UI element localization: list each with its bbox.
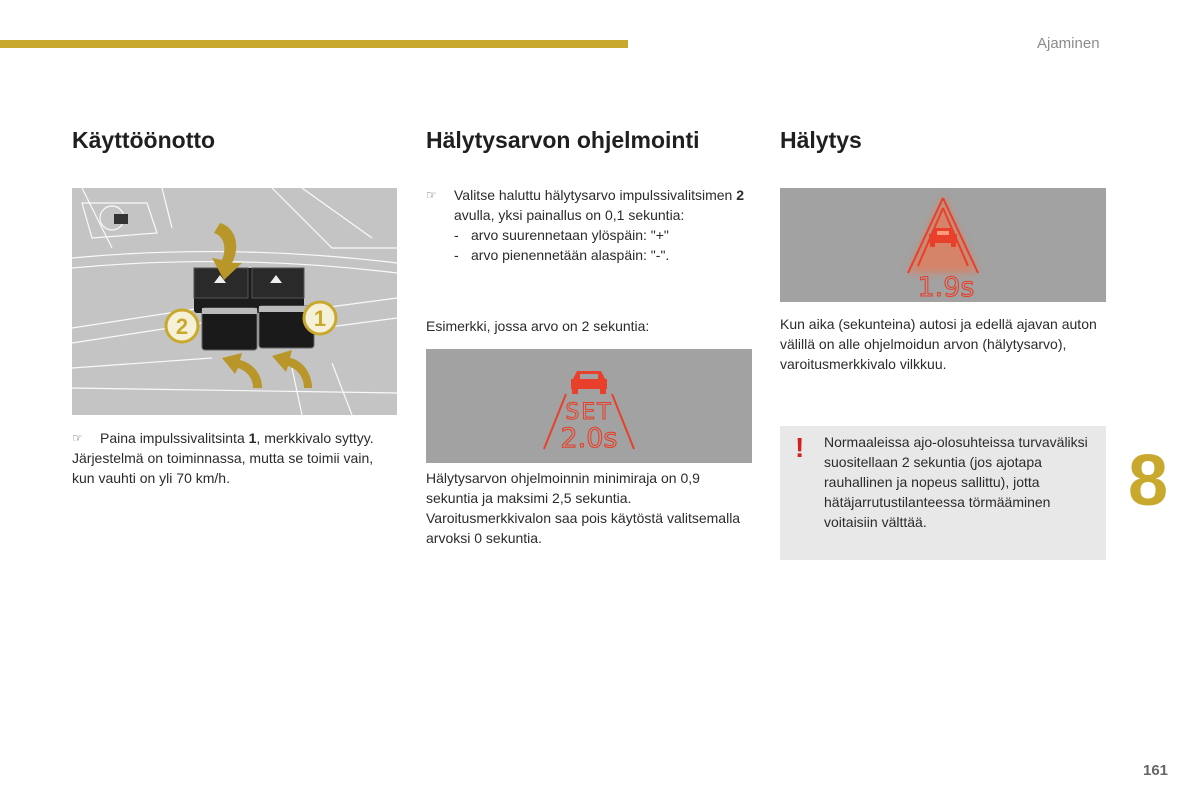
- col1-bullet: ☞ Paina impulssivalitsinta 1, merkkivalo syttyy.: [72, 430, 374, 446]
- section-label: Ajaminen: [1037, 35, 1100, 52]
- col1-text: [72, 428, 392, 488]
- alert-display-panel: [780, 188, 1106, 302]
- warning-box: [780, 426, 1106, 560]
- col1-paragraph: Järjestelmä on toiminnassa, mutta se toimii vain, kun vauhti on yli 70 km/h.: [72, 450, 374, 486]
- heading-alert: Hälytys: [780, 127, 862, 153]
- set-display-panel: [426, 349, 752, 463]
- example-caption: Esimerkki, jossa arvo on 2 sekuntia:: [426, 318, 650, 334]
- set-label: SET: [565, 400, 613, 425]
- chapter-number: 8: [1128, 441, 1169, 521]
- col2-bullet: ☞ Valitse haluttu hälytysarvo impulssivalitsimen 2 avulla, yksi painallus on 0,1 sekuntia:: [426, 187, 744, 223]
- page-number: 161: [1143, 762, 1169, 779]
- warning-text: Normaaleissa ajo-olosuhteissa turvaväliksi suositellaan 2 sekuntia (jos ajotapa rauhallinen ja nopeus sallittu), jotta hätäjarrutustilanteessa törmääminen voitaisiin välttää.: [824, 434, 1088, 530]
- hand-pointer-icon: ☞: [72, 431, 83, 445]
- label-2: 2: [175, 314, 189, 339]
- col2-paragraph: Hälytysarvon ohjelmoinnin minimiraja on 0,9 sekuntia ja maksimi 2,5 sekuntia. Varoitusmerkkivalon saa pois käytöstä valitsemalla arvoksi 0 sekuntia.: [426, 470, 741, 546]
- heading-programming: Hälytysarvon ohjelmointi: [426, 127, 700, 153]
- col3-paragraph: Kun aika (sekunteina) autosi ja edellä ajavan auton välillä on alle ohjelmoidun arvon (hälytysarvo), varoitusmerkkivalo vilkkuu.: [780, 316, 1097, 372]
- hand-pointer-icon: ☞: [426, 188, 437, 202]
- col2-instructions: [426, 185, 746, 265]
- exclamation-icon: !: [795, 432, 805, 463]
- dash-item: - arvo pienennetään alaspäin: "-".: [454, 247, 670, 263]
- label-1: 1: [313, 306, 327, 331]
- alert-value: 1.9s: [917, 272, 975, 302]
- top-accent-bar: [0, 40, 628, 48]
- dashboard-buttons-illustration: [72, 188, 397, 415]
- dash-item: - arvo suurennetaan ylöspäin: "+": [454, 227, 669, 243]
- heading-activation: Käyttöönotto: [72, 127, 216, 153]
- set-value: 2.0s: [560, 423, 618, 454]
